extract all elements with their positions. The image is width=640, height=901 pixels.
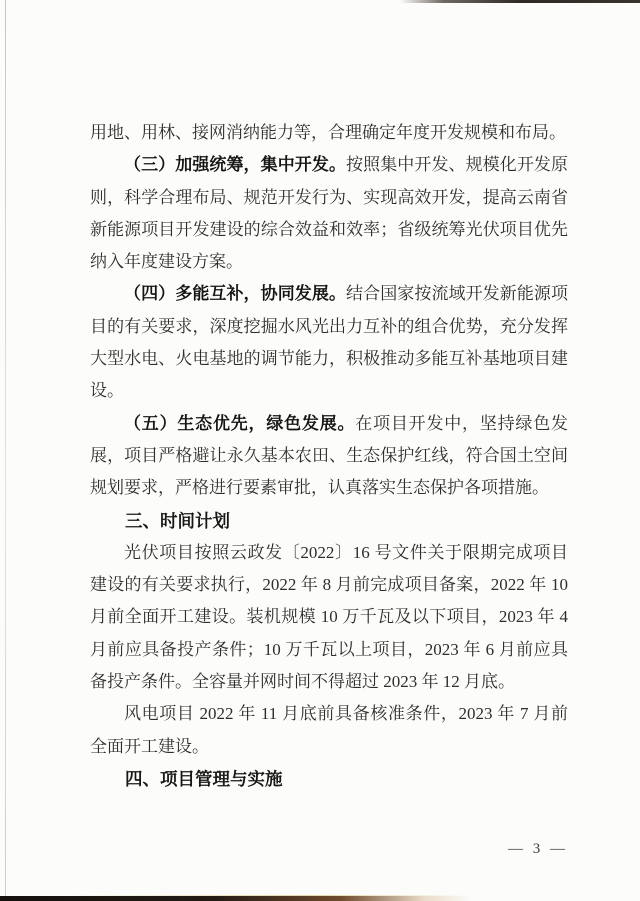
paragraph-text: 在项目开发中，坚持绿色发展，项目严格避让永久基本农田、生态保护红线，符合国土空间规划要求，严格进行要素审批，认真落实生态保护各项措施。 <box>90 413 569 498</box>
scan-artifact-bottom-edge <box>0 896 472 901</box>
scan-artifact-left-fold-line <box>5 0 6 901</box>
paragraph-text: 按照集中开发、规模化开发原则，科学合理布局、规范开发行为、实现高效开发，提高云南省新能源项目开发建设的综合效益和效率；省级统筹光伏项目优先纳入年度建设方案。 <box>90 155 569 272</box>
paragraph-text: 结合国家按流域开发新能源项目的有关要求，深度挖掘水风光出力互补的组合优势，充分发挥大型水电、火电基地的调节能力，积极推动多能互补基地项目建设。 <box>90 284 569 401</box>
paragraph <box>90 149 568 278</box>
scan-artifact-top-edge <box>400 0 640 3</box>
paragraph: 光伏项目按照云政发〔2022〕16 号文件关于限期完成项目建设的有关要求执行，2022 年 8 月前完成项目备案，2022 年 10 月前全面开工建设。装机规模 10 万千瓦及以下项目，2023 年 4 月前应具备投产条件；10 万千瓦以上项目，2023 年 6 月前应具备投产条件。全容量并网时间不得超过 2023 年 12 月底。 <box>90 542 568 692</box>
paragraph-lead-bold: （三）加强统筹，集中开发。 <box>124 155 347 175</box>
section-heading-3: 三、时间计划 <box>125 510 230 531</box>
paragraph-lead-bold: （四）多能互补，协同发展。 <box>124 284 347 304</box>
paragraph <box>90 278 568 407</box>
section-heading-4: 四、项目管理与实施 <box>125 768 283 789</box>
paragraph-continuation: 用地、用林、接网消纳能力等，合理确定年度开发规模和布局。 <box>90 123 566 142</box>
paragraph-lead-bold: （五）生态优先，绿色发展。 <box>124 413 356 433</box>
paragraph <box>90 408 568 505</box>
page-number: — 3 — <box>508 841 568 857</box>
document-body <box>90 117 568 795</box>
paragraph: 风电项目 2022 年 11 月底前具备核准条件，2023 年 7 月前全面开工建设。 <box>90 704 568 756</box>
